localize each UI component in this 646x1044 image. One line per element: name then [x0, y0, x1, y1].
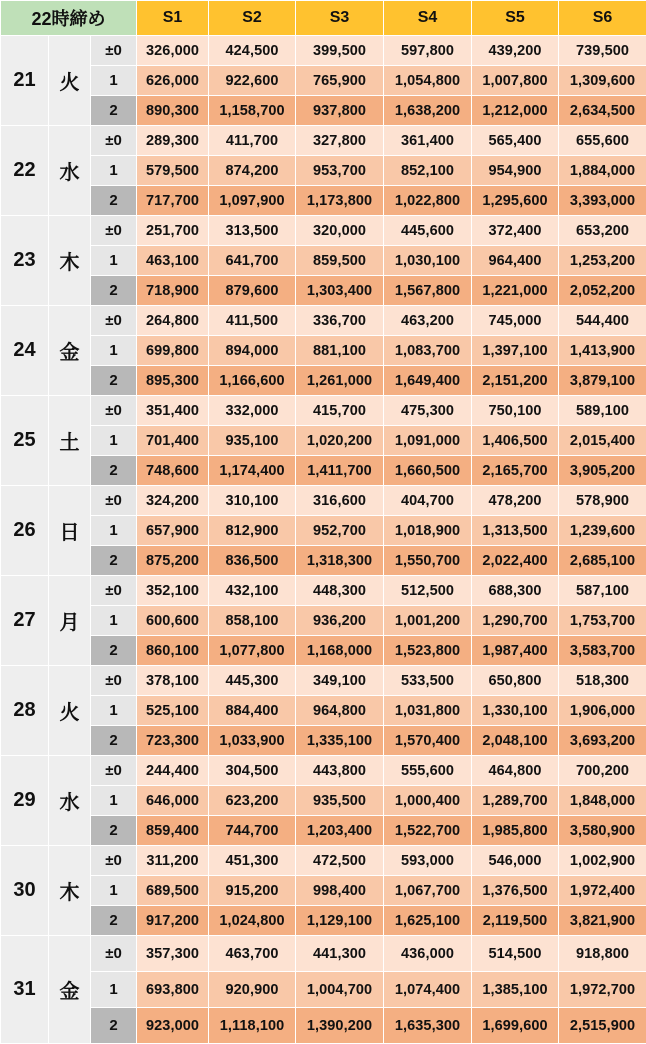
value-cell: 463,700 [209, 936, 296, 972]
table-row [1, 96, 646, 126]
day-number: 31 [1, 936, 49, 1044]
value-cell: 1,083,700 [384, 336, 472, 366]
level-label: 2 [91, 1008, 137, 1044]
level-label: ±0 [91, 36, 137, 66]
column-header-s5: S5 [472, 1, 559, 36]
value-cell: 890,300 [137, 96, 209, 126]
value-cell: 1,004,700 [296, 972, 384, 1008]
value-cell: 765,900 [296, 66, 384, 96]
day-number: 27 [1, 576, 49, 666]
value-cell: 623,200 [209, 786, 296, 816]
value-cell: 1,261,000 [296, 366, 384, 396]
weekday-label: 土 [49, 396, 91, 486]
level-label: ±0 [91, 936, 137, 972]
level-label: 2 [91, 456, 137, 486]
value-cell: 432,100 [209, 576, 296, 606]
table-row [1, 666, 646, 696]
table-row [1, 186, 646, 216]
value-cell: 1,635,300 [384, 1008, 472, 1044]
table-row [1, 306, 646, 336]
value-cell: 917,200 [137, 906, 209, 936]
table-row [1, 516, 646, 546]
value-cell: 700,200 [559, 756, 646, 786]
value-cell: 445,600 [384, 216, 472, 246]
value-cell: 1,024,800 [209, 906, 296, 936]
level-label: ±0 [91, 756, 137, 786]
value-cell: 952,700 [296, 516, 384, 546]
value-cell: 718,900 [137, 276, 209, 306]
table-row [1, 786, 646, 816]
level-label: 1 [91, 696, 137, 726]
value-cell: 1,097,900 [209, 186, 296, 216]
value-cell: 597,800 [384, 36, 472, 66]
value-cell: 1,031,800 [384, 696, 472, 726]
table-row [1, 156, 646, 186]
value-cell: 723,300 [137, 726, 209, 756]
value-cell: 953,700 [296, 156, 384, 186]
value-cell: 251,700 [137, 216, 209, 246]
day-number: 24 [1, 306, 49, 396]
value-cell: 739,500 [559, 36, 646, 66]
value-cell: 852,100 [384, 156, 472, 186]
value-cell: 3,879,100 [559, 366, 646, 396]
value-cell: 1,129,100 [296, 906, 384, 936]
value-cell: 1,309,600 [559, 66, 646, 96]
table-body [1, 36, 646, 1044]
day-number: 25 [1, 396, 49, 486]
value-cell: 1,295,600 [472, 186, 559, 216]
value-cell: 320,000 [296, 216, 384, 246]
value-cell: 895,300 [137, 366, 209, 396]
table-row [1, 936, 646, 972]
value-cell: 1,385,100 [472, 972, 559, 1008]
level-label: 1 [91, 426, 137, 456]
value-cell: 310,100 [209, 486, 296, 516]
value-cell: 518,300 [559, 666, 646, 696]
value-cell: 646,000 [137, 786, 209, 816]
table-row [1, 36, 646, 66]
value-cell: 884,400 [209, 696, 296, 726]
value-cell: 2,634,500 [559, 96, 646, 126]
level-label: 1 [91, 606, 137, 636]
table-row [1, 726, 646, 756]
level-label: ±0 [91, 306, 137, 336]
column-header-s6: S6 [559, 1, 646, 36]
value-cell: 1,972,700 [559, 972, 646, 1008]
value-cell: 1,848,000 [559, 786, 646, 816]
value-cell: 860,100 [137, 636, 209, 666]
table-row [1, 246, 646, 276]
value-cell: 1,203,400 [296, 816, 384, 846]
value-cell: 875,200 [137, 546, 209, 576]
value-cell: 313,500 [209, 216, 296, 246]
value-cell: 464,800 [472, 756, 559, 786]
weekday-label: 木 [49, 216, 91, 306]
value-cell: 1,030,100 [384, 246, 472, 276]
level-label: ±0 [91, 126, 137, 156]
value-cell: 327,800 [296, 126, 384, 156]
level-label: ±0 [91, 396, 137, 426]
value-cell: 1,020,200 [296, 426, 384, 456]
table-row [1, 66, 646, 96]
value-cell: 378,100 [137, 666, 209, 696]
value-cell: 750,100 [472, 396, 559, 426]
value-cell: 593,000 [384, 846, 472, 876]
value-cell: 1,091,000 [384, 426, 472, 456]
value-cell: 244,400 [137, 756, 209, 786]
table-row [1, 1008, 646, 1044]
value-cell: 836,500 [209, 546, 296, 576]
value-cell: 2,685,100 [559, 546, 646, 576]
value-cell: 1,884,000 [559, 156, 646, 186]
level-label: 2 [91, 276, 137, 306]
level-label: ±0 [91, 486, 137, 516]
value-cell: 1,985,800 [472, 816, 559, 846]
value-cell: 1,290,700 [472, 606, 559, 636]
value-cell: 998,400 [296, 876, 384, 906]
value-cell: 443,800 [296, 756, 384, 786]
value-cell: 512,500 [384, 576, 472, 606]
value-cell: 650,800 [472, 666, 559, 696]
value-cell: 1,523,800 [384, 636, 472, 666]
value-cell: 324,200 [137, 486, 209, 516]
value-cell: 411,500 [209, 306, 296, 336]
value-cell: 655,600 [559, 126, 646, 156]
value-cell: 1,649,400 [384, 366, 472, 396]
value-cell: 657,900 [137, 516, 209, 546]
value-cell: 859,500 [296, 246, 384, 276]
level-label: 1 [91, 786, 137, 816]
value-cell: 578,900 [559, 486, 646, 516]
value-cell: 411,700 [209, 126, 296, 156]
value-cell: 404,700 [384, 486, 472, 516]
value-cell: 448,300 [296, 576, 384, 606]
value-cell: 964,800 [296, 696, 384, 726]
value-cell: 1,168,000 [296, 636, 384, 666]
level-label: 2 [91, 186, 137, 216]
value-cell: 2,052,200 [559, 276, 646, 306]
level-label: 2 [91, 816, 137, 846]
value-cell: 748,600 [137, 456, 209, 486]
value-cell: 332,000 [209, 396, 296, 426]
value-cell: 1,239,600 [559, 516, 646, 546]
value-cell: 289,300 [137, 126, 209, 156]
value-cell: 349,100 [296, 666, 384, 696]
value-cell: 546,000 [472, 846, 559, 876]
value-cell: 1,074,400 [384, 972, 472, 1008]
value-cell: 533,500 [384, 666, 472, 696]
value-cell: 439,200 [472, 36, 559, 66]
value-cell: 1,077,800 [209, 636, 296, 666]
value-cell: 1,318,300 [296, 546, 384, 576]
value-cell: 3,393,000 [559, 186, 646, 216]
day-number: 28 [1, 666, 49, 756]
table-row [1, 426, 646, 456]
table-row [1, 216, 646, 246]
level-label: 1 [91, 66, 137, 96]
value-cell: 641,700 [209, 246, 296, 276]
value-cell: 1,570,400 [384, 726, 472, 756]
value-cell: 1,118,100 [209, 1008, 296, 1044]
value-cell: 1,550,700 [384, 546, 472, 576]
value-cell: 1,987,400 [472, 636, 559, 666]
table-row [1, 846, 646, 876]
value-cell: 1,625,100 [384, 906, 472, 936]
value-cell: 1,158,700 [209, 96, 296, 126]
value-cell: 935,500 [296, 786, 384, 816]
value-cell: 1,411,700 [296, 456, 384, 486]
column-header-s2: S2 [209, 1, 296, 36]
weekday-label: 日 [49, 486, 91, 576]
value-cell: 351,400 [137, 396, 209, 426]
weekday-label: 水 [49, 756, 91, 846]
level-label: 2 [91, 636, 137, 666]
value-cell: 415,700 [296, 396, 384, 426]
level-label: ±0 [91, 576, 137, 606]
level-label: ±0 [91, 666, 137, 696]
table-row [1, 636, 646, 666]
value-cell: 745,000 [472, 306, 559, 336]
weekday-label: 金 [49, 306, 91, 396]
value-cell: 937,800 [296, 96, 384, 126]
value-cell: 357,300 [137, 936, 209, 972]
value-cell: 424,500 [209, 36, 296, 66]
level-label: 1 [91, 876, 137, 906]
value-cell: 478,200 [472, 486, 559, 516]
level-label: 1 [91, 246, 137, 276]
table-row [1, 126, 646, 156]
level-label: 1 [91, 156, 137, 186]
value-cell: 587,100 [559, 576, 646, 606]
value-cell: 923,000 [137, 1008, 209, 1044]
value-cell: 1,221,000 [472, 276, 559, 306]
value-cell: 812,900 [209, 516, 296, 546]
value-cell: 326,000 [137, 36, 209, 66]
day-number: 21 [1, 36, 49, 126]
value-cell: 2,119,500 [472, 906, 559, 936]
day-number: 30 [1, 846, 49, 936]
day-number: 26 [1, 486, 49, 576]
table-row [1, 366, 646, 396]
value-cell: 1,522,700 [384, 816, 472, 846]
value-cell: 336,700 [296, 306, 384, 336]
value-cell: 918,800 [559, 936, 646, 972]
value-cell: 445,300 [209, 666, 296, 696]
value-cell: 472,500 [296, 846, 384, 876]
value-cell: 1,022,800 [384, 186, 472, 216]
value-cell: 1,376,500 [472, 876, 559, 906]
value-cell: 436,000 [384, 936, 472, 972]
value-cell: 451,300 [209, 846, 296, 876]
table-row [1, 276, 646, 306]
value-cell: 2,048,100 [472, 726, 559, 756]
value-cell: 1,660,500 [384, 456, 472, 486]
value-cell: 881,100 [296, 336, 384, 366]
value-cell: 688,300 [472, 576, 559, 606]
value-cell: 1,173,800 [296, 186, 384, 216]
value-cell: 626,000 [137, 66, 209, 96]
table-row [1, 876, 646, 906]
value-cell: 693,800 [137, 972, 209, 1008]
value-cell: 1,000,400 [384, 786, 472, 816]
table-row [1, 606, 646, 636]
value-cell: 2,022,400 [472, 546, 559, 576]
day-number: 22 [1, 126, 49, 216]
value-cell: 1,002,900 [559, 846, 646, 876]
level-label: 1 [91, 336, 137, 366]
value-cell: 525,100 [137, 696, 209, 726]
table-row [1, 576, 646, 606]
table-row [1, 546, 646, 576]
value-cell: 1,054,800 [384, 66, 472, 96]
value-cell: 1,397,100 [472, 336, 559, 366]
table-row [1, 972, 646, 1008]
value-cell: 463,200 [384, 306, 472, 336]
day-number: 29 [1, 756, 49, 846]
level-label: 2 [91, 96, 137, 126]
level-label: 1 [91, 516, 137, 546]
value-cell: 565,400 [472, 126, 559, 156]
weekday-label: 水 [49, 126, 91, 216]
level-label: ±0 [91, 216, 137, 246]
level-label: 2 [91, 726, 137, 756]
value-cell: 1,638,200 [384, 96, 472, 126]
value-cell: 3,583,700 [559, 636, 646, 666]
table-row [1, 336, 646, 366]
table-row [1, 396, 646, 426]
value-cell: 1,313,500 [472, 516, 559, 546]
value-cell: 1,753,700 [559, 606, 646, 636]
value-cell: 922,600 [209, 66, 296, 96]
value-cell: 304,500 [209, 756, 296, 786]
value-cell: 1,567,800 [384, 276, 472, 306]
value-cell: 1,007,800 [472, 66, 559, 96]
value-cell: 463,100 [137, 246, 209, 276]
value-cell: 544,400 [559, 306, 646, 336]
weekday-label: 金 [49, 936, 91, 1044]
value-cell: 600,600 [137, 606, 209, 636]
table-row [1, 456, 646, 486]
level-label: 2 [91, 366, 137, 396]
value-cell: 859,400 [137, 816, 209, 846]
column-header-s4: S4 [384, 1, 472, 36]
level-label: 1 [91, 972, 137, 1008]
value-cell: 1,018,900 [384, 516, 472, 546]
column-header-s1: S1 [137, 1, 209, 36]
value-cell: 361,400 [384, 126, 472, 156]
value-cell: 1,303,400 [296, 276, 384, 306]
value-cell: 653,200 [559, 216, 646, 246]
value-cell: 744,700 [209, 816, 296, 846]
value-cell: 1,001,200 [384, 606, 472, 636]
weekday-label: 木 [49, 846, 91, 936]
value-cell: 372,400 [472, 216, 559, 246]
value-cell: 701,400 [137, 426, 209, 456]
value-cell: 1,330,100 [472, 696, 559, 726]
value-cell: 475,300 [384, 396, 472, 426]
value-cell: 1,335,100 [296, 726, 384, 756]
value-cell: 894,000 [209, 336, 296, 366]
value-cell: 1,253,200 [559, 246, 646, 276]
value-cell: 352,100 [137, 576, 209, 606]
value-cell: 316,600 [296, 486, 384, 516]
value-cell: 915,200 [209, 876, 296, 906]
table-row [1, 696, 646, 726]
value-cell: 1,972,400 [559, 876, 646, 906]
value-cell: 311,200 [137, 846, 209, 876]
value-cell: 964,400 [472, 246, 559, 276]
header-row [1, 1, 646, 36]
value-cell: 1,699,600 [472, 1008, 559, 1044]
table-row [1, 756, 646, 786]
day-number: 23 [1, 216, 49, 306]
value-cell: 1,406,500 [472, 426, 559, 456]
column-header-s3: S3 [296, 1, 384, 36]
level-label: 2 [91, 906, 137, 936]
value-cell: 3,693,200 [559, 726, 646, 756]
value-cell: 954,900 [472, 156, 559, 186]
value-cell: 935,100 [209, 426, 296, 456]
value-cell: 589,100 [559, 396, 646, 426]
value-cell: 1,212,000 [472, 96, 559, 126]
table-title: 22時締め [1, 1, 137, 36]
value-cell: 699,800 [137, 336, 209, 366]
value-cell: 689,500 [137, 876, 209, 906]
table-row [1, 816, 646, 846]
level-label: ±0 [91, 846, 137, 876]
value-cell: 264,800 [137, 306, 209, 336]
value-cell: 2,015,400 [559, 426, 646, 456]
value-cell: 555,600 [384, 756, 472, 786]
value-cell: 717,700 [137, 186, 209, 216]
value-cell: 1,390,200 [296, 1008, 384, 1044]
value-cell: 3,580,900 [559, 816, 646, 846]
value-cell: 874,200 [209, 156, 296, 186]
table-row [1, 486, 646, 516]
level-label: 2 [91, 546, 137, 576]
weekday-label: 月 [49, 576, 91, 666]
value-cell: 3,905,200 [559, 456, 646, 486]
value-cell: 1,033,900 [209, 726, 296, 756]
weekday-label: 火 [49, 666, 91, 756]
value-cell: 1,906,000 [559, 696, 646, 726]
value-cell: 1,413,900 [559, 336, 646, 366]
value-cell: 1,067,700 [384, 876, 472, 906]
value-cell: 879,600 [209, 276, 296, 306]
value-cell: 1,289,700 [472, 786, 559, 816]
value-cell: 2,515,900 [559, 1008, 646, 1044]
value-cell: 1,174,400 [209, 456, 296, 486]
table-row [1, 906, 646, 936]
value-cell: 399,500 [296, 36, 384, 66]
value-cell: 441,300 [296, 936, 384, 972]
value-cell: 3,821,900 [559, 906, 646, 936]
value-cell: 920,900 [209, 972, 296, 1008]
value-cell: 936,200 [296, 606, 384, 636]
weekday-label: 火 [49, 36, 91, 126]
value-cell: 858,100 [209, 606, 296, 636]
value-cell: 2,165,700 [472, 456, 559, 486]
value-cell: 1,166,600 [209, 366, 296, 396]
value-cell: 579,500 [137, 156, 209, 186]
value-cell: 2,151,200 [472, 366, 559, 396]
value-cell: 514,500 [472, 936, 559, 972]
